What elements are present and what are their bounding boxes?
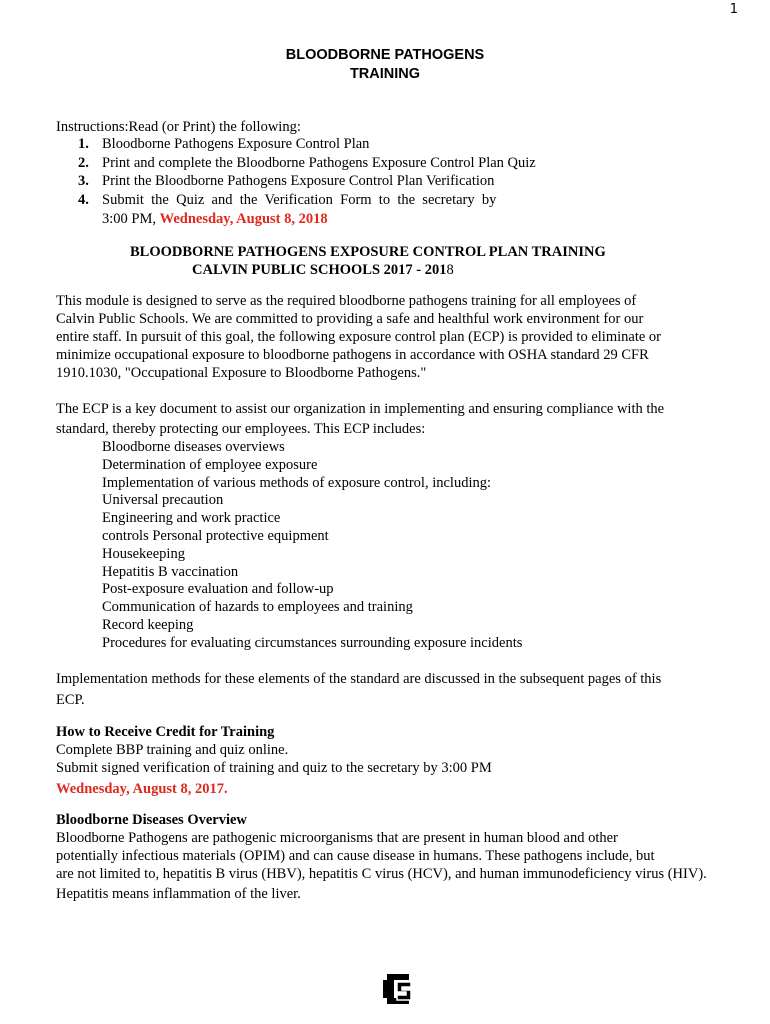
list-item: Procedures for evaluating circumstances surrounding exposure incidents [102,634,523,651]
list-item: Record keeping [102,616,194,633]
list-subitem: Universal precaution [102,492,224,509]
list-subitem: controls Personal protective equipment [102,527,329,544]
credit-date: Wednesday, August 8, 2017. [56,781,228,797]
list-subitem: Engineering and work practice [102,510,281,527]
page-number: 1 [729,2,738,17]
section-title: BLOODBORNE PATHOGENS EXPOSURE CONTROL PLAN TRAINING [130,244,606,260]
page-title: BLOODBORNE PATHOGENS [285,47,485,63]
section-subtitle: CALVIN PUBLIC SCHOOLS 2017 - 2018 [192,262,454,278]
list-item: Hepatitis B vaccination [102,563,239,580]
credit-section: How to Receive Credit for Training Complete BBP training and quiz online. Submit signed verification of training and quiz to the secretary by 3:00 PM Wednesday, August 8, 2017. [56,724,492,797]
instructions-item: 2. Print and complete the Bloodborne Pathogens Exposure Control Plan Quiz [78,154,536,171]
list-item: Post-exposure evaluation and follow-up [102,581,334,598]
instructions-deadline [102,210,328,228]
ecp-includes-list [56,439,522,653]
instructions-label: Instructions:Read (or Print) the following: [56,119,301,135]
list-subitem: Housekeeping [102,545,185,562]
overview-heading: Bloodborne Diseases Overview [56,812,247,828]
instructions-item: 1. Bloodborne Pathogens Exposure Control Plan [78,136,370,152]
instructions-item: 4. Submit the Quiz and the Verification Form to the secretary by [78,191,497,208]
cs-school-logo-icon [381,970,415,1008]
overview-section: Bloodborne Diseases Overview Bloodborne Pathogens are pathogenic microorganisms that are present in human blood and other potentially infectious materials (OPIM) and can cause disease in humans. These pathogens include, but are not limited to, hepatitis B virus (HBV), hepatitis C virus (HCV), and human immunodeficiency virus (HIV). Hepatitis means inflammation of the liver. [56,812,707,902]
list-item: Communication of hazards to employees and training [102,599,413,616]
list-item: Bloodborne diseases overviews [102,439,285,455]
instructions-item: 3. Print the Bloodborne Pathogens Exposure Control Plan Verification [78,173,495,189]
list-item: Implementation of various methods of exposure control, including: [102,474,492,491]
ecp-paragraph: The ECP is a key document to assist our organization in implementing and ensuring compliance with the standard, thereby protecting our employees. This ECP includes: [56,401,665,437]
deadline-date: Wednesday, August 8, 2018 [159,211,328,227]
page-title-line2: TRAINING [349,66,421,82]
deadline-time: 3:00 PM, [102,211,160,227]
instructions-list [56,135,576,209]
intro-paragraph: This module is designed to serve as the required bloodborne pathogens training for all employees of Calvin Public Schools. We are committed to providing a safe and healthful work environment for our entire staff. In pursuit of this goal, the following exposure control plan (ECP) is provided to eliminate or minimize occupational exposure to bloodborne pathogens in accordance with OSHA standard 29 CFR 1910.1030, "Occupational Exposure to Bloodborne Pathogens." [56,293,661,381]
credit-heading: How to Receive Credit for Training [56,724,275,740]
implementation-paragraph: Implementation methods for these elements of the standard are discussed in the subsequent pages of this ECP. [56,671,662,708]
list-item: Determination of employee exposure [102,456,318,473]
